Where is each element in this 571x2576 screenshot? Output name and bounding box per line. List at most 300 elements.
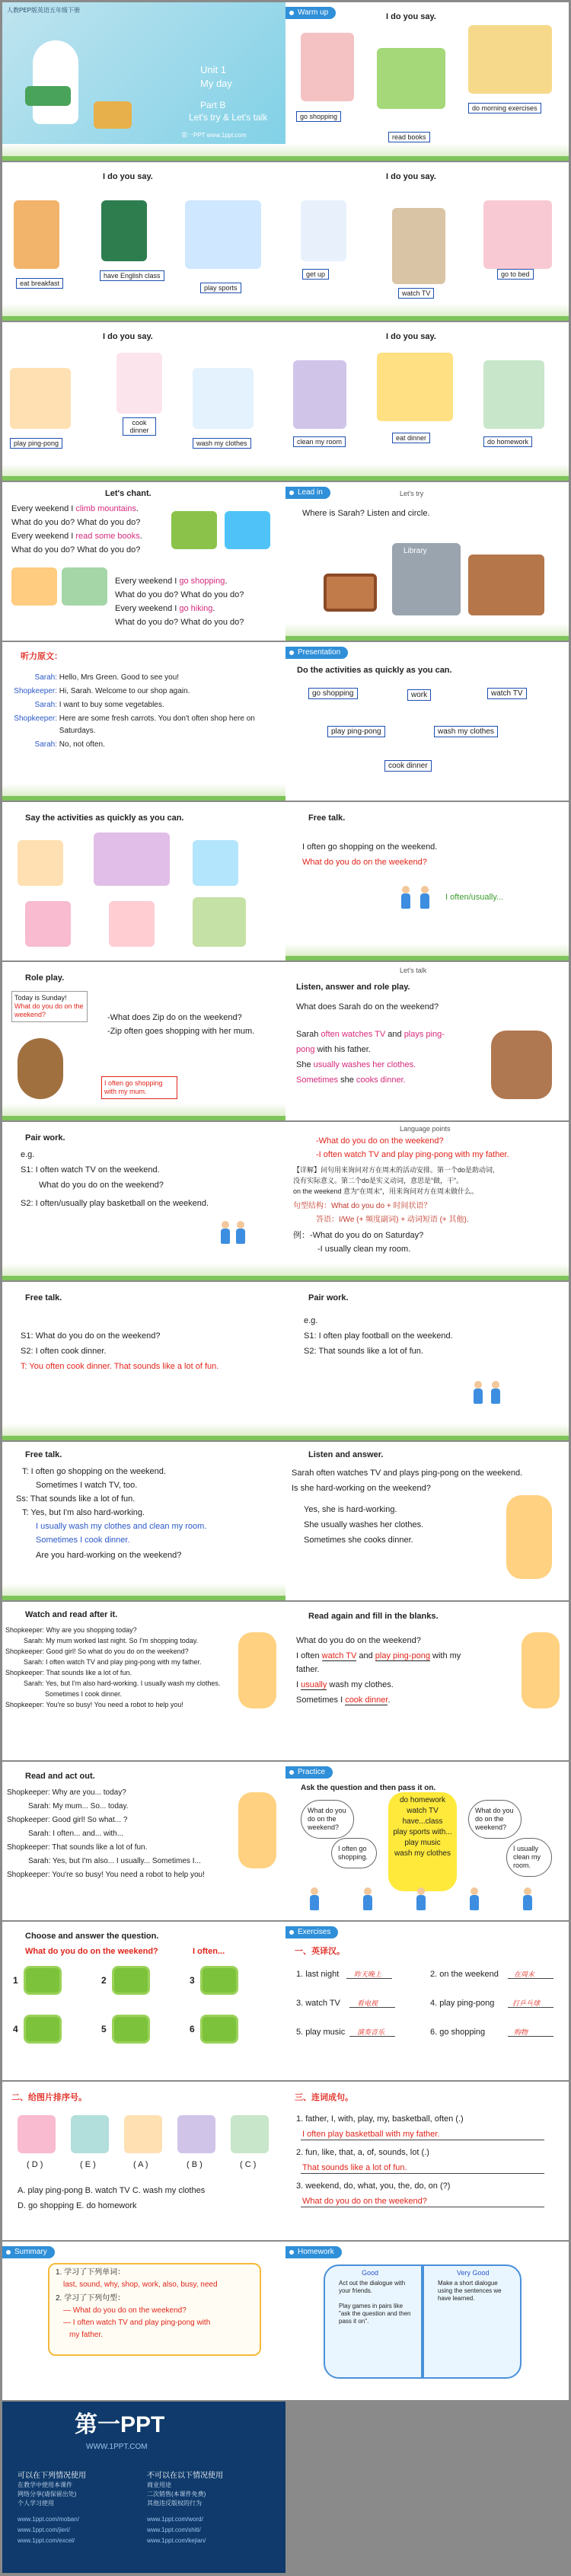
answer-line: She usually washes her clothes. [296,1060,416,1069]
dialog-line: Sarah: Yes, but I'm also hard-working. I usually wash my clothes. [24,1680,221,1687]
homework-title: Good [362,2269,379,2277]
slide-heading: Ask the question and then pass it on. [301,1784,436,1792]
slide-heading: Free talk. [25,1293,62,1302]
script-line: Shopkeeper: Hi, Sarah. Welcome to our shop again. [14,687,190,695]
section-title: 一、英译汉。 [295,1947,345,1956]
answer-line [346,1978,392,1979]
chant-line: What do you do? What do you do? [11,518,141,527]
grass-decoration [286,1264,569,1280]
girl-image [490,1381,502,1405]
label-do-homework: do homework [483,436,532,447]
card-number: 1 [13,1975,18,1986]
slide-heading: Let's chant. [105,489,152,498]
slide-heading: Read again and fill in the blanks. [308,1612,439,1621]
center-list [388,1792,457,1891]
mountains-image [171,511,217,549]
homework-title: Very Good [457,2269,490,2277]
buildings-image [468,555,544,615]
slide-heading: I do you say. [103,172,153,181]
slide-warmup [286,2,569,161]
chant-line: Every weekend I read some books. [11,532,142,541]
label-english-class: have English class [100,270,164,281]
label-wash-clothes: wash my clothes [193,438,251,449]
homework-tag: Homework [286,2246,342,2258]
center-item: watch TV [407,1807,439,1815]
question: -What does Zip do on the weekend? [107,1013,242,1022]
lp-reply: 答语：I/We (+ 频度副词) + 动词短语 (+ 其他). [316,1216,469,1224]
bubble: What do you do on the weekend? [468,1800,522,1839]
lp-pattern: 句型结构：What do you do + 时间状语？ [293,1202,432,1210]
center-item: do homework [399,1796,446,1804]
footer-banner [2,2402,286,2573]
slide-heading: 听力原文： [21,652,62,661]
free-talk-answer: I often/usually... [445,893,504,902]
kid-image [415,1887,427,1912]
slide-read-act [2,1762,286,1920]
slide-heading: Pair work. [25,1133,65,1143]
order-answer: I often play basketball with my father. [302,2130,440,2139]
watch-tv-image [392,208,445,284]
order-answer: ( A ) [133,2160,148,2169]
card-number: 6 [190,2024,195,2034]
exercise-answer: 购物 [514,2028,528,2036]
part-label: Part B [200,100,226,110]
chant-line: What do you do? What do you do? [11,545,141,555]
slide-i-do-3 [2,322,286,481]
picture [177,2115,215,2153]
dialog-line: Shopkeeper: Good girl! So what... ? [7,1816,128,1824]
order-question: 3. weekend, do, what, you, the, do, on (?) [296,2181,451,2191]
shopping-image [11,567,57,606]
label-watch-tv: watch TV [398,288,434,299]
answer-line: She usually washes her clothes. [304,1520,424,1529]
activity-image [94,833,170,886]
bubble: Today is Sunday! What do you do on the weekend? [11,991,88,1022]
fill-line: I often watch TV and play ping-pong with my [296,1651,461,1660]
choice-card[interactable] [112,1966,150,1995]
slide-heading: Role play. [25,973,65,983]
choice-card[interactable] [200,1966,238,1995]
grass-decoration [286,464,569,481]
exercise-item: 4. play ping-pong [430,1999,495,2008]
slide-leadin [286,482,569,641]
slide-summary [2,2242,286,2400]
grass-decoration [286,624,569,641]
label-play-sports: play sports [200,283,241,293]
part-sub: Let's try & Let's talk [189,112,268,123]
card-number: 2 [101,1975,107,1986]
unit-title: My day [200,78,232,89]
eg-label: e.g. [21,1150,35,1159]
sarah-image [506,1495,552,1579]
dialog-line: What do you do on the weekend? [39,1181,164,1190]
choice-card[interactable] [24,1966,62,1995]
slide-heading: I do you say. [103,332,153,341]
lp-explain: 没有实际意义。第二个do是实义动词，意思是“做，干”。 [293,1177,464,1184]
dialog-line: Shopkeeper: That sounds like a lot of fun. [7,1843,148,1852]
activity-card[interactable]: go shopping [308,688,358,699]
leadin-question: Where is Sarah? Listen and circle. [302,509,430,518]
boy-image [219,1221,231,1245]
warmup-tag: Warm up [286,7,336,19]
slide-homework [286,2242,569,2400]
slide-heading: Listen, answer and role play. [296,983,410,992]
exercise-item: 3. watch TV [296,1999,340,2008]
answer-line: Sometimes she cooks dinner. [296,1075,406,1085]
grass-decoration [2,464,286,481]
reading-image [377,48,445,109]
summary-line: 1. 学习了下列单词： [56,2268,126,2277]
answer-line [508,2007,553,2008]
dialog-line: I usually wash my clothes and clean my room. [36,1522,207,1531]
footer-url: WWW.1PPT.COM [86,2443,148,2451]
girl-image [234,1221,247,1245]
fill-line: father. [296,1665,320,1674]
fill-line: Sometimes I cook dinner. [296,1695,391,1705]
slide-heading: Pair work. [308,1293,349,1302]
sarah-image [522,1632,560,1708]
chant-line: Every weekend I go hiking. [115,604,215,613]
answer-line: Sometimes she cooks dinner. [304,1536,413,1545]
slide-read-fill [286,1602,569,1760]
exercise-item: 5. play music [296,2028,346,2037]
left-line: 在教学中使用本课件 [18,2482,72,2488]
grass-decoration [286,304,569,321]
wash-clothes-image [193,368,254,429]
site-label: 第一PPT www.1ppt.com [181,132,247,139]
unit-label: Unit 1 [200,64,226,75]
script-line: Sarah: I want to buy some vegetables. [34,701,164,709]
answer-line: pong with his father. [296,1045,371,1054]
question: What does Sarah do on the weekend? [296,1002,439,1012]
footer-link[interactable]: www.1ppt.com/jieri/ [18,2526,70,2533]
answer-line [508,2036,553,2037]
picture [231,2115,269,2153]
lets-try-label: Let's try [400,490,424,497]
bubble: What do you do on the weekend? [301,1800,354,1839]
slide-free-talk-3 [2,1442,286,1600]
kid-image [362,1887,374,1912]
eat-dinner-image [377,353,453,421]
practice-tag: Practice [286,1766,333,1779]
question: Is she hard-working on the weekend? [292,1484,431,1493]
dialog-line: Ss: That sounds like a lot of fun. [16,1494,136,1504]
slide-cover [2,2,286,161]
slide-role-play [2,962,286,1120]
card-number: 4 [13,2024,18,2034]
exercise-answer: 看电视 [357,1999,378,2007]
statement: Sarah often watches TV and plays ping-pong on the weekend. [292,1469,523,1478]
footer-link[interactable]: www.1ppt.com/shiti/ [147,2526,201,2533]
exercise-answer: 昨天晚上 [354,1970,382,1978]
kid-image [308,1887,321,1912]
section-title: 三、连词成句。 [295,2093,353,2102]
slide-listen-answer [286,1442,569,1600]
kid-image [468,1887,480,1912]
answer-line [349,2036,395,2037]
right-line: 商业用途 [147,2482,171,2488]
grass-decoration [2,1584,286,1600]
dialog-line: Sometimes I watch TV, too. [36,1481,138,1490]
activity-card[interactable]: wash my clothes [434,726,498,737]
slide-heading: Free talk. [308,813,346,823]
label-cook-dinner: cook dinner [123,417,156,436]
lp-answer: -I often watch TV and play ping-pong with my father. [316,1150,509,1159]
answer-line: Yes, she is hard-working. [304,1505,397,1514]
sarah-image [238,1632,276,1708]
right-line: 其他违反版权的行为 [147,2500,202,2507]
picture [124,2115,162,2153]
dialog-line: Sarah: My mum... So... today. [28,1802,129,1811]
slide-i-do-1 [2,162,286,321]
picture [71,2115,109,2153]
lp-example-answer: -I usually clean my room. [317,1245,411,1254]
label-morning-exercises: do morning exercises [468,103,541,113]
publisher: 人教PEP版英语五年级下册 [7,7,81,14]
dialog-line: Shopkeeper: Why are you shopping today? [5,1626,137,1634]
dialog-line: Sometimes I cook dinner. [45,1690,123,1698]
chant-line: What do you do? What do you do? [115,618,244,627]
leadin-tag: Lead in [286,487,330,499]
answer-line [301,2173,544,2174]
card-number: 3 [190,1975,195,1986]
exercise-item: 2. on the weekend [430,1970,499,1979]
exercise-image [468,25,552,94]
center-item: play sports with... [393,1828,452,1836]
dialog-line: S1: I often play football on the weekend. [304,1331,453,1341]
activity-image [109,901,155,947]
picture [18,2115,56,2153]
slide-free-talk-2 [2,1282,286,1440]
get-up-image [301,200,346,261]
answer: I often... [193,1947,225,1956]
presentation-tag: Presentation [286,647,348,659]
books-stack-image [94,101,132,129]
grass-decoration [2,1104,286,1120]
bubble: I often go shopping with my mum. [101,1076,177,1099]
order-answer: ( C ) [240,2160,257,2169]
dialog-line: S2: That sounds like a lot of fun. [304,1347,423,1356]
grass-decoration [2,304,286,321]
language-points-label: Language points [400,1125,451,1133]
slide-i-do-2 [286,162,569,321]
summary-line: 2. 学习了下列句型： [56,2294,126,2303]
slide-choose-answer [2,1922,286,2080]
grass-decoration [2,1264,286,1280]
zip-image [18,1038,63,1099]
dialog-line: S1: What do you do on the weekend? [21,1331,161,1341]
summary-line: — What do you do on the weekend? [63,2306,187,2315]
label-clean-room: clean my room [293,436,346,447]
slide-heading: Choose and answer the question. [25,1932,159,1941]
shop-image [324,574,377,612]
dialog-line: Shopkeeper: You're so busy! You need a robot to help you! [7,1871,205,1879]
shopping-image [301,33,354,101]
label-eat-dinner: eat dinner [392,433,430,443]
label-read-books: read books [388,132,430,142]
homework-item: Act out the dialogue with your friends. [339,2280,406,2294]
dialog-line: Shopkeeper: Why are you... today? [7,1788,126,1797]
dialog-line: Sarah: I often... and... with... [28,1830,124,1838]
exercises-tag: Exercises [286,1926,338,1938]
dialog-line: T: I often go shopping on the weekend. [22,1467,166,1476]
card-number: 5 [101,2024,107,2034]
summary-line: last, sound, why, shop, work, also, busy, need [63,2280,218,2289]
fill-line: What do you do on the weekend? [296,1636,421,1645]
dialog-line: Shopkeeper: Good girl! So what do you do on the weekend? [5,1648,189,1655]
slide-i-do-4 [286,322,569,481]
grass-decoration [2,784,286,801]
lets-talk-label: Let's talk [400,967,427,974]
library-sign: Library [404,547,427,555]
free-talk-line: I often go shopping on the weekend. [302,842,438,852]
homework-image [483,360,544,429]
characters-image [491,1031,552,1099]
choice-card[interactable] [112,2015,150,2044]
lp-explain: on the weekend 意为“在周末”，用来询问对方在周末做什么。 [293,1187,479,1195]
answer-line [508,1978,553,1979]
script-line: Sarah: No, not often. [34,740,105,749]
script-line: Saturdays. [59,727,96,735]
dialog-line: Sarah: Yes, but I'm also... I usually... Sometimes I... [28,1857,201,1865]
left-title: 可以在下列情况使用 [18,2472,86,2480]
lp-explain: 【详解】问句用来询问对方在周末的活动安排。第一个do是助动词, [293,1166,495,1174]
slide-pair-work-2 [286,1282,569,1440]
choice-card[interactable] [200,2015,238,2044]
label-get-up: get up [302,269,329,280]
label-go-to-bed: go to bed [497,269,534,280]
summary-line: — I often watch TV and play ping-pong with [63,2319,211,2327]
exercise-answer: 演奏音乐 [357,2028,385,2036]
grass-decoration [286,944,569,960]
options-line: D. go shopping E. do homework [18,2201,137,2210]
activity-card[interactable]: cook dinner [384,760,432,772]
slide-sentence-order [286,2082,569,2240]
sarah-image [238,1792,276,1868]
girl-image [419,886,431,910]
dialog-line: S2: I often cook dinner. [21,1347,107,1356]
summary-line: my father. [69,2331,103,2339]
section-title: 二、给图片排序号。 [11,2093,87,2102]
slide-pair-work-1 [2,1122,286,1280]
activity-image [25,901,71,947]
activity-image [193,897,246,947]
footer-link[interactable]: www.1ppt.com/word/ [147,2516,203,2523]
center-item: wash my clothes [394,1849,451,1858]
activity-card[interactable]: play ping-pong [327,726,385,737]
center-item: have...class [402,1817,443,1826]
center-item: play music [404,1839,441,1847]
ping-pong-image [10,368,71,429]
dialog-line: T: You often cook dinner. That sounds like a lot of fun. [21,1362,219,1371]
right-line: 二次销售(本课件免费) [147,2491,206,2498]
boy-image [400,886,412,910]
activity-card[interactable]: work [407,689,431,701]
order-answer: ( E ) [80,2160,96,2169]
slide-heading: Free talk. [25,1450,62,1459]
slide-heading: Watch and read after it. [25,1610,118,1619]
slide-practice [286,1762,569,1920]
activity-card[interactable]: watch TV [487,688,527,699]
homework-item: Make a short dialogue using the sentences we have learned. [438,2280,502,2302]
answer-line: Sarah often watches TV and plays ping- [296,1030,445,1039]
breakfast-image [14,200,59,269]
chant-line: Every weekend I climb mountains. [11,504,139,513]
order-question: 1. father, I, with, play, my, basketball, often (.) [296,2114,464,2124]
order-answer: ( D ) [27,2160,43,2169]
cook-image [116,353,162,414]
dialog-line: Sometimes I cook dinner. [36,1536,130,1545]
slide-heading: I do you say. [386,332,436,341]
lp-question: -What do you do on the weekend? [316,1136,444,1146]
slide-heading: I do you say. [386,172,436,181]
slide-chant [2,482,286,641]
answer: -Zip often goes shopping with her mum. [107,1027,255,1036]
script-line: Sarah: Hello, Mrs Green. Good to see you! [34,673,180,682]
label-play-ping-pong: play ping-pong [10,438,62,449]
label-eat-breakfast: eat breakfast [16,278,63,289]
exercise-answer: 在周末 [514,1970,535,1978]
slide-language-points [286,1122,569,1280]
order-answer: That sounds like a lot of fun. [302,2163,407,2172]
book-image [25,86,71,106]
grass-decoration [286,144,569,161]
slide-listening-script [2,642,286,801]
dialog-line: Shopkeeper: You're so busy! You need a robot to help you! [5,1701,183,1708]
lp-example: 例：-What do you do on Saturday? [293,1231,424,1240]
label-go-shopping: go shopping [296,111,341,122]
right-title: 不可以在以下情况使用 [147,2472,223,2480]
slide-free-talk-1 [286,802,569,960]
slide-picture-order [2,2082,286,2240]
bunny-reading-image [33,40,78,124]
sports-image [185,200,261,269]
go-to-bed-image [483,200,552,269]
fill-line: I usually wash my clothes. [296,1680,394,1689]
slide-heading: I do you say. [386,12,436,21]
chant-line: What do you do? What do you do? [115,590,244,599]
activity-image [18,840,63,886]
footer-link[interactable]: www.1ppt.com/excel/ [18,2537,75,2544]
hiking-image [62,567,107,606]
homework-item: Play games in pairs like "ask the question and then pass it on". [339,2303,411,2325]
dialog-line: S1: I often watch TV on the weekend. [21,1165,160,1175]
footer-link[interactable]: www.1ppt.com/moban/ [18,2516,79,2523]
slide-heading: Read and act out. [25,1772,95,1781]
bubble: I often go shopping. [331,1838,377,1868]
grass-decoration [2,1424,286,1440]
slide-heading: Say the activities as quickly as you can. [25,813,184,823]
slide-watch-read [2,1602,286,1760]
grass-decoration [2,144,286,161]
slide-listen-role-play [286,962,569,1120]
footer-link[interactable]: www.1ppt.com/kejian/ [147,2537,206,2544]
exercise-item: 6. go shopping [430,2028,486,2037]
script-line: Shopkeeper: Here are some fresh carrots. You don't often shop here on [14,714,255,723]
slide-heading: Do the activities as quickly as you can. [297,666,452,675]
question: What do you do on the weekend? [25,1947,158,1956]
slide-say-activities [2,802,286,960]
eg-label: e.g. [304,1316,318,1325]
choice-card[interactable] [24,2015,62,2044]
slide-exercises [286,1922,569,2080]
order-answer: ( B ) [187,2160,203,2169]
books-image [225,511,270,549]
slide-heading: Listen and answer. [308,1450,384,1459]
order-question: 2. fun, like, that, a, of, sounds, lot (.) [296,2148,429,2157]
exercise-item: 1. last night [296,1970,340,1979]
chant-line: Every weekend I go shopping. [115,577,228,586]
